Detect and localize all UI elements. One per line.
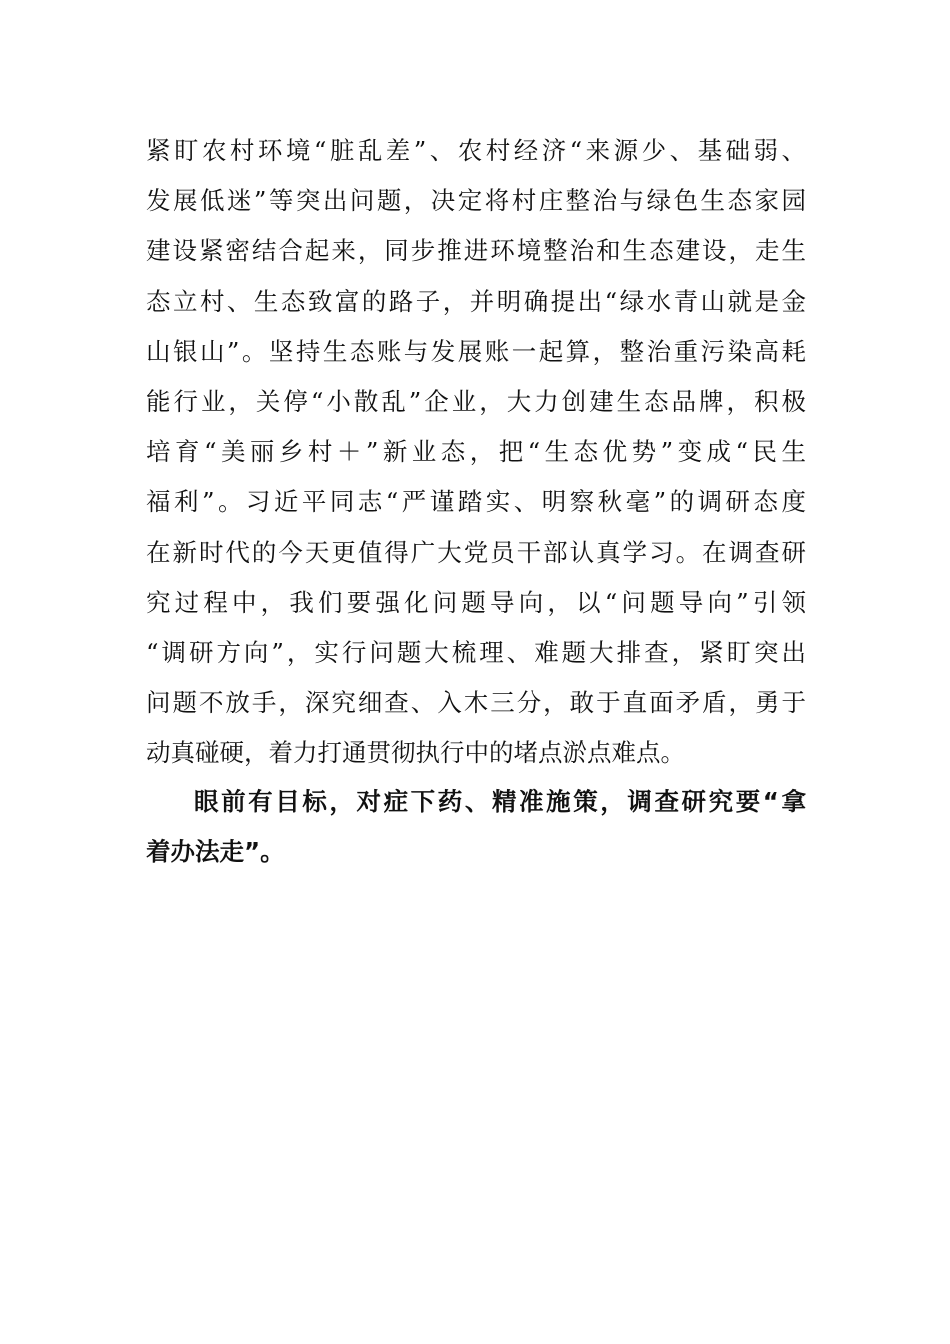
heading-line: 眼前有目标，对症下药、精准施策，调查研究要“拿 bbox=[194, 787, 806, 816]
paragraph-line: 动真碰硬，着力打通贯彻执行中的堵点淤点难点。 bbox=[146, 738, 685, 768]
paragraph-line: 紧盯农村环境“脏乱差”、农村经济“来源少、基础弱、 bbox=[146, 136, 806, 165]
paragraph-line: 发展低迷”等突出问题，决定将村庄整治与绿色生态家园 bbox=[146, 186, 806, 216]
body-paragraph bbox=[146, 126, 806, 778]
paragraph-line: 态立村、生态致富的路子，并明确提出“绿水青山就是金 bbox=[146, 286, 806, 316]
paragraph-line: 问题不放手，深究细查、入木三分，敢于直面矛盾，勇于 bbox=[146, 688, 806, 718]
paragraph-line: 在新时代的今天更值得广大党员干部认真学习。在调查研 bbox=[146, 537, 806, 567]
section-heading bbox=[146, 777, 806, 877]
paragraph-line: 建设紧密结合起来，同步推进环境整治和生态建设，走生 bbox=[146, 236, 806, 266]
paragraph-line: “调研方向”，实行问题大梳理、难题大排查，紧盯突出 bbox=[146, 637, 806, 667]
paragraph-line: 山银山”。坚持生态账与发展账一起算，整治重污染高耗 bbox=[146, 336, 806, 366]
paragraph-line: 能行业，关停“小散乱”企业，大力创建生态品牌，积极 bbox=[146, 386, 806, 416]
heading-line: 着办法走”。 bbox=[146, 837, 285, 867]
paragraph-line: 培育“美丽乡村＋”新业态，把“生态优势”变成“民生 bbox=[146, 437, 806, 467]
paragraph-line: 究过程中，我们要强化问题导向，以“问题导向”引领 bbox=[146, 587, 806, 617]
paragraph-line: 福利”。习近平同志“严谨踏实、明察秋毫”的调研态度 bbox=[146, 487, 806, 517]
